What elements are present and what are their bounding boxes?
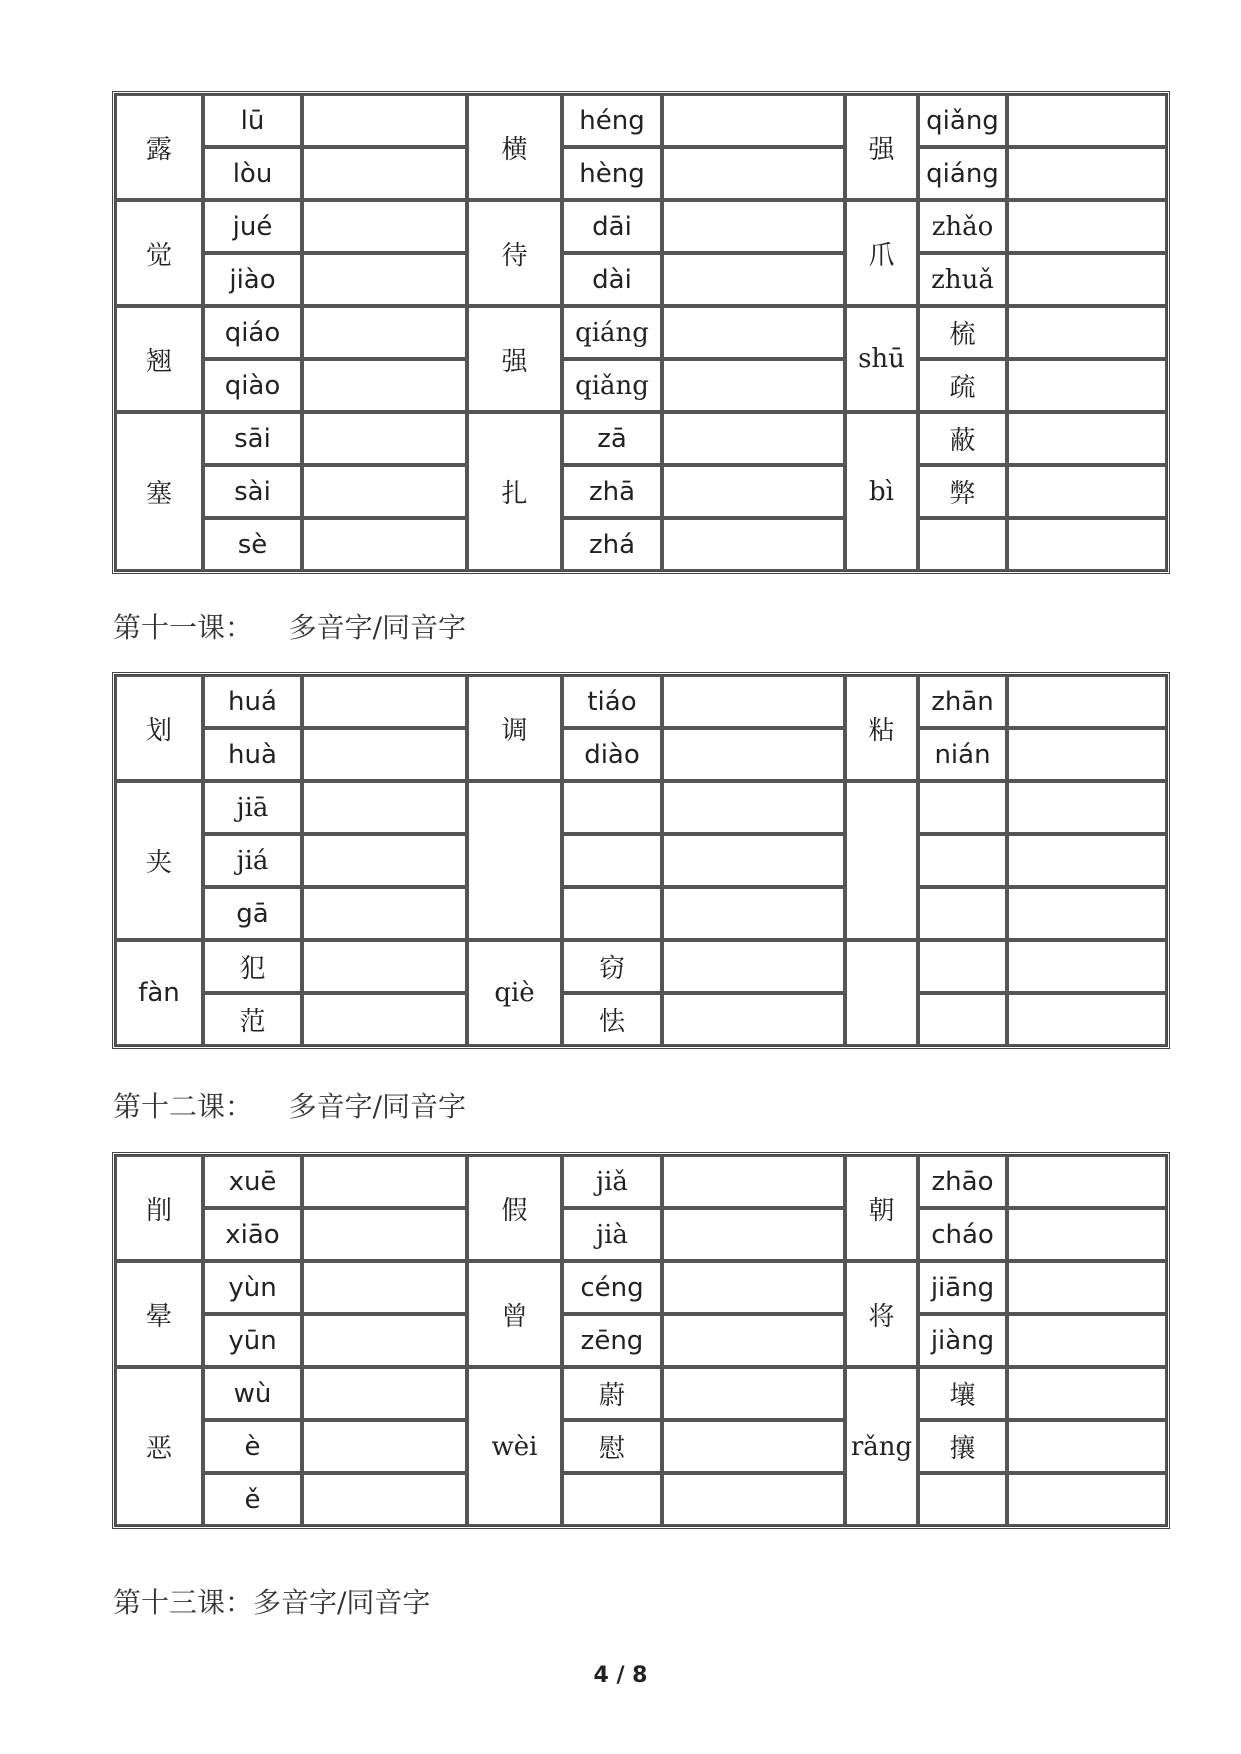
pinyin-cell: dài <box>562 253 662 306</box>
answer-cell[interactable] <box>662 993 845 1046</box>
pinyin-cell: jiā <box>203 781 302 834</box>
char-cell: 疏 <box>918 359 1007 412</box>
pinyin-cell <box>918 834 1007 887</box>
answer-cell[interactable] <box>662 940 845 993</box>
pinyin-cell: xiāo <box>203 1208 302 1261</box>
answer-cell[interactable] <box>302 306 467 359</box>
char-cell: 犯 <box>203 940 302 993</box>
table-row <box>115 1155 1167 1208</box>
pinyin-cell: diào <box>562 728 662 781</box>
answer-cell[interactable] <box>302 1420 467 1473</box>
answer-cell[interactable] <box>1007 834 1167 887</box>
answer-cell[interactable] <box>1007 147 1167 200</box>
pinyin-cell <box>918 993 1007 1046</box>
pinyin-group-cell: fàn <box>115 940 203 1046</box>
char-cell <box>845 781 918 940</box>
answer-cell[interactable] <box>1007 675 1167 728</box>
table-lesson12 <box>112 1152 1170 1529</box>
answer-cell[interactable] <box>662 1208 845 1261</box>
pinyin-cell: gā <box>203 887 302 940</box>
answer-cell[interactable] <box>302 412 467 465</box>
answer-cell[interactable] <box>302 781 467 834</box>
table-row <box>115 253 1167 306</box>
answer-cell[interactable] <box>662 1155 845 1208</box>
pinyin-cell: yūn <box>203 1314 302 1367</box>
char-cell <box>562 1473 662 1526</box>
answer-cell[interactable] <box>662 1420 845 1473</box>
char-cell: 横 <box>467 94 562 200</box>
pinyin-cell: xuē <box>203 1155 302 1208</box>
pinyin-cell: qiǎng <box>918 94 1007 147</box>
answer-cell[interactable] <box>662 1261 845 1314</box>
answer-cell[interactable] <box>302 940 467 993</box>
answer-cell[interactable] <box>302 1314 467 1367</box>
pinyin-cell: qiǎng <box>562 359 662 412</box>
pinyin-cell: héng <box>562 94 662 147</box>
pinyin-cell: huá <box>203 675 302 728</box>
pinyin-group-cell: wèi <box>467 1367 562 1526</box>
pinyin-cell <box>918 887 1007 940</box>
pinyin-cell: zēng <box>562 1314 662 1367</box>
char-cell: 扎 <box>467 412 562 571</box>
pinyin-cell: è <box>203 1420 302 1473</box>
char-cell: 攘 <box>918 1420 1007 1473</box>
char-cell: 曾 <box>467 1261 562 1367</box>
answer-cell[interactable] <box>302 1155 467 1208</box>
answer-cell[interactable] <box>662 518 845 571</box>
answer-cell[interactable] <box>662 412 845 465</box>
char-cell: 翘 <box>115 306 203 412</box>
char-cell <box>845 940 918 1046</box>
answer-cell[interactable] <box>662 465 845 518</box>
char-cell: 壤 <box>918 1367 1007 1420</box>
answer-cell[interactable] <box>302 1261 467 1314</box>
pinyin-cell: jiǎ <box>562 1155 662 1208</box>
answer-cell[interactable] <box>662 728 845 781</box>
answer-cell[interactable] <box>1007 1367 1167 1420</box>
pinyin-cell: hèng <box>562 147 662 200</box>
pinyin-group-cell: bì <box>845 412 918 571</box>
pinyin-cell: zhāo <box>918 1155 1007 1208</box>
answer-cell[interactable] <box>1007 94 1167 147</box>
answer-cell[interactable] <box>302 675 467 728</box>
answer-cell[interactable] <box>662 887 845 940</box>
pinyin-cell <box>918 781 1007 834</box>
char-cell: 假 <box>467 1155 562 1261</box>
answer-cell[interactable] <box>1007 465 1167 518</box>
char-cell: 恶 <box>115 1367 203 1526</box>
pinyin-group-cell: qiè <box>467 940 562 1046</box>
answer-cell[interactable] <box>302 518 467 571</box>
pinyin-cell: lū <box>203 94 302 147</box>
char-cell: 待 <box>467 200 562 306</box>
pinyin-cell: zā <box>562 412 662 465</box>
table-row <box>115 1261 1167 1314</box>
pinyin-cell: dāi <box>562 200 662 253</box>
table-row <box>115 887 1167 940</box>
answer-cell[interactable] <box>1007 306 1167 359</box>
pinyin-cell: qiáo <box>203 306 302 359</box>
answer-cell[interactable] <box>662 200 845 253</box>
pinyin-cell: jué <box>203 200 302 253</box>
answer-cell[interactable] <box>1007 1261 1167 1314</box>
char-cell: 蔚 <box>562 1367 662 1420</box>
answer-cell[interactable] <box>1007 993 1167 1046</box>
answer-cell[interactable] <box>1007 1208 1167 1261</box>
answer-cell[interactable] <box>1007 359 1167 412</box>
pinyin-cell: yùn <box>203 1261 302 1314</box>
char-cell: 塞 <box>115 412 203 571</box>
char-cell: 晕 <box>115 1261 203 1367</box>
pinyin-cell: zhǎo <box>918 200 1007 253</box>
answer-cell[interactable] <box>662 147 845 200</box>
table-row <box>115 200 1167 253</box>
answer-cell[interactable] <box>302 147 467 200</box>
table-lesson10 <box>112 91 1170 574</box>
char-cell: 蔽 <box>918 412 1007 465</box>
table-row <box>115 465 1167 518</box>
char-cell: 弊 <box>918 465 1007 518</box>
answer-cell[interactable] <box>1007 1314 1167 1367</box>
lesson-12-heading: 第十二课： 多音字/同音字 <box>113 1090 467 1123</box>
answer-cell[interactable] <box>302 94 467 147</box>
pinyin-cell: zhá <box>562 518 662 571</box>
pinyin-cell: céng <box>562 1261 662 1314</box>
table-row <box>115 781 1167 834</box>
answer-cell[interactable] <box>662 359 845 412</box>
pinyin-cell: ě <box>203 1473 302 1526</box>
pinyin-cell: jiàng <box>918 1314 1007 1367</box>
pinyin-cell: jiào <box>203 253 302 306</box>
char-cell <box>467 781 562 940</box>
pinyin-cell: sài <box>203 465 302 518</box>
answer-cell[interactable] <box>302 1208 467 1261</box>
answer-cell[interactable] <box>302 465 467 518</box>
answer-cell[interactable] <box>1007 1473 1167 1526</box>
pinyin-cell: jiāng <box>918 1261 1007 1314</box>
char-cell: 强 <box>845 94 918 200</box>
char-cell: 范 <box>203 993 302 1046</box>
table-row <box>115 412 1167 465</box>
answer-cell[interactable] <box>302 253 467 306</box>
pinyin-cell: cháo <box>918 1208 1007 1261</box>
answer-cell[interactable] <box>302 834 467 887</box>
char-cell: 怯 <box>562 993 662 1046</box>
pinyin-cell: jiá <box>203 834 302 887</box>
char-cell: 调 <box>467 675 562 781</box>
char-cell: 强 <box>467 306 562 412</box>
answer-cell[interactable] <box>662 1473 845 1526</box>
table-row <box>115 675 1167 728</box>
page-number: 4 / 8 <box>593 1663 648 1688</box>
answer-cell[interactable] <box>662 675 845 728</box>
char-cell: 爪 <box>845 200 918 306</box>
answer-cell[interactable] <box>662 94 845 147</box>
pinyin-cell: huà <box>203 728 302 781</box>
char-cell: 梳 <box>918 306 1007 359</box>
char-cell: 窃 <box>562 940 662 993</box>
pinyin-cell <box>562 781 662 834</box>
char-cell: 朝 <box>845 1155 918 1261</box>
pinyin-cell: sè <box>203 518 302 571</box>
answer-cell[interactable] <box>1007 728 1167 781</box>
pinyin-cell: lòu <box>203 147 302 200</box>
answer-cell[interactable] <box>662 253 845 306</box>
pinyin-cell: qiáng <box>918 147 1007 200</box>
answer-cell[interactable] <box>302 728 467 781</box>
pinyin-cell: qiào <box>203 359 302 412</box>
table-row <box>115 1420 1167 1473</box>
pinyin-cell: zhuǎ <box>918 253 1007 306</box>
table-row <box>115 306 1167 359</box>
pinyin-cell: sāi <box>203 412 302 465</box>
answer-cell[interactable] <box>1007 200 1167 253</box>
char-cell: 觉 <box>115 200 203 306</box>
answer-cell[interactable] <box>662 1314 845 1367</box>
answer-cell[interactable] <box>1007 887 1167 940</box>
answer-cell[interactable] <box>302 1367 467 1420</box>
answer-cell[interactable] <box>1007 1420 1167 1473</box>
lesson-11-heading: 第十一课： 多音字/同音字 <box>113 611 467 644</box>
answer-cell[interactable] <box>302 887 467 940</box>
char-cell: 将 <box>845 1261 918 1367</box>
answer-cell[interactable] <box>302 200 467 253</box>
table-row <box>115 1314 1167 1367</box>
answer-cell[interactable] <box>662 1367 845 1420</box>
pinyin-cell: nián <box>918 728 1007 781</box>
table-lesson11 <box>112 672 1170 1049</box>
char-cell: 露 <box>115 94 203 200</box>
char-cell: 削 <box>115 1155 203 1261</box>
answer-cell[interactable] <box>662 306 845 359</box>
pinyin-cell: tiáo <box>562 675 662 728</box>
table-row <box>115 1473 1167 1526</box>
pinyin-cell <box>562 887 662 940</box>
char-cell: 慰 <box>562 1420 662 1473</box>
pinyin-cell: wù <box>203 1367 302 1420</box>
answer-cell[interactable] <box>302 1473 467 1526</box>
pinyin-cell: jià <box>562 1208 662 1261</box>
lesson-13-heading: 第十三课：多音字/同音字 <box>113 1586 431 1619</box>
answer-cell[interactable] <box>1007 1155 1167 1208</box>
table-row <box>115 1208 1167 1261</box>
answer-cell[interactable] <box>1007 781 1167 834</box>
pinyin-cell: zhān <box>918 675 1007 728</box>
answer-cell[interactable] <box>662 781 845 834</box>
pinyin-cell <box>918 940 1007 993</box>
char-cell: 粘 <box>845 675 918 781</box>
table-row <box>115 147 1167 200</box>
pinyin-cell <box>562 834 662 887</box>
table-row <box>115 940 1167 993</box>
pinyin-cell: qiáng <box>562 306 662 359</box>
answer-cell[interactable] <box>1007 940 1167 993</box>
answer-cell[interactable] <box>1007 253 1167 306</box>
pinyin-cell: zhā <box>562 465 662 518</box>
table-row <box>115 518 1167 571</box>
pinyin-group-cell: shū <box>845 306 918 412</box>
table-row <box>115 94 1167 147</box>
table-row <box>115 359 1167 412</box>
char-cell <box>918 518 1007 571</box>
table-row <box>115 993 1167 1046</box>
char-cell: 夹 <box>115 781 203 940</box>
char-cell: 划 <box>115 675 203 781</box>
table-row <box>115 728 1167 781</box>
answer-cell[interactable] <box>662 834 845 887</box>
answer-cell[interactable] <box>1007 518 1167 571</box>
table-row <box>115 834 1167 887</box>
char-cell <box>918 1473 1007 1526</box>
answer-cell[interactable] <box>1007 412 1167 465</box>
pinyin-group-cell: rǎng <box>845 1367 918 1526</box>
table-row <box>115 1367 1167 1420</box>
answer-cell[interactable] <box>302 359 467 412</box>
answer-cell[interactable] <box>302 993 467 1046</box>
